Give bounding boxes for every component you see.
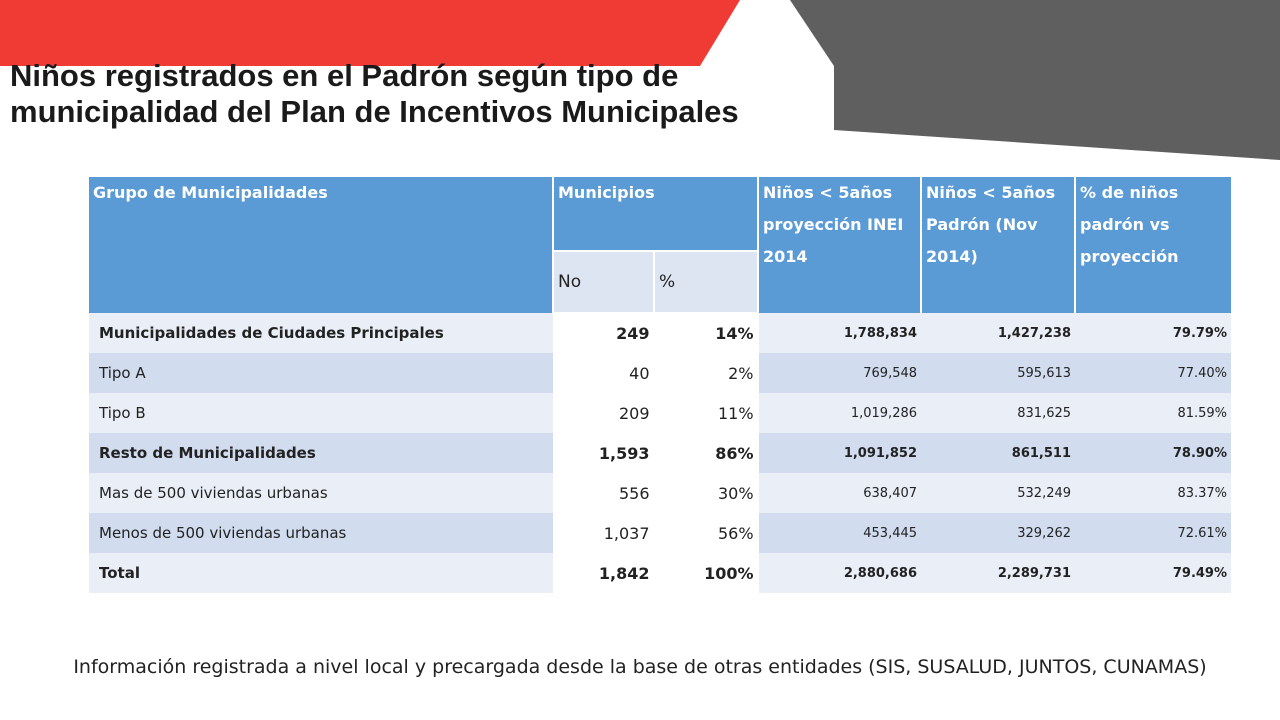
cell-inei: 2,880,686 <box>758 553 921 593</box>
header-no <box>553 251 654 313</box>
slide-title: Niños registrados en el Padrón según tipo de municipalidad del Plan de Incentivos Municipales <box>10 58 739 129</box>
row-label: Tipo B <box>89 393 553 433</box>
cell-pct: 30% <box>654 473 758 513</box>
row-label: Menos de 500 viviendas urbanas <box>89 513 553 553</box>
header-ratio: % de niños padrón vs proyección <box>1075 177 1231 313</box>
cell-inei: 1,788,834 <box>758 313 921 353</box>
cell-no: 249 <box>553 313 654 353</box>
cell-no: 556 <box>553 473 654 513</box>
cell-padron: 861,511 <box>921 433 1075 473</box>
cell-padron: 595,613 <box>921 353 1075 393</box>
cell-no: 40 <box>553 353 654 393</box>
cell-no: 209 <box>553 393 654 433</box>
row-label: Municipalidades de Ciudades Principales <box>89 313 553 353</box>
cell-inei: 769,548 <box>758 353 921 393</box>
table-row <box>89 393 1231 433</box>
cell-padron: 329,262 <box>921 513 1075 553</box>
cell-ratio: 79.49% <box>1075 553 1231 593</box>
cell-pct: 86% <box>654 433 758 473</box>
cell-padron: 831,625 <box>921 393 1075 433</box>
cell-no: 1,842 <box>553 553 654 593</box>
cell-pct: 2% <box>654 353 758 393</box>
cell-ratio: 79.79% <box>1075 313 1231 353</box>
row-label: Total <box>89 553 553 593</box>
red-banner <box>0 0 740 66</box>
cell-ratio: 77.40% <box>1075 353 1231 393</box>
municipalities-table <box>89 177 1231 593</box>
cell-inei: 453,445 <box>758 513 921 553</box>
cell-pct: 56% <box>654 513 758 553</box>
cell-inei: 638,407 <box>758 473 921 513</box>
cell-padron: 2,289,731 <box>921 553 1075 593</box>
cell-no: 1,593 <box>553 433 654 473</box>
header-municipios: Municipios <box>553 177 758 251</box>
cell-ratio: 81.59% <box>1075 393 1231 433</box>
table-row <box>89 513 1231 553</box>
cell-ratio: 78.90% <box>1075 433 1231 473</box>
cell-padron: 1,427,238 <box>921 313 1075 353</box>
header-padron: Niños < 5años Padrón (Nov 2014) <box>921 177 1075 313</box>
row-label: Tipo A <box>89 353 553 393</box>
cell-ratio: 83.37% <box>1075 473 1231 513</box>
cell-no: 1,037 <box>553 513 654 553</box>
cell-inei: 1,019,286 <box>758 393 921 433</box>
cell-ratio: 72.61% <box>1075 513 1231 553</box>
row-label: Mas de 500 viviendas urbanas <box>89 473 553 513</box>
cell-pct: 14% <box>654 313 758 353</box>
gray-banner <box>790 0 1280 160</box>
header-no-text: No <box>558 272 582 292</box>
table-row <box>89 553 1231 593</box>
table-row <box>89 433 1231 473</box>
table-row <box>89 353 1231 393</box>
header-group: Grupo de Municipalidades <box>89 177 553 313</box>
row-label: Resto de Municipalidades <box>89 433 553 473</box>
table-row <box>89 313 1231 353</box>
cell-pct: 11% <box>654 393 758 433</box>
header-inei: Niños < 5años proyección INEI 2014 <box>758 177 921 313</box>
cell-inei: 1,091,852 <box>758 433 921 473</box>
table-row <box>89 473 1231 513</box>
cell-padron: 532,249 <box>921 473 1075 513</box>
header-pct: % <box>654 251 758 313</box>
cell-pct: 100% <box>654 553 758 593</box>
footnote: Información registrada a nivel local y precargada desde la base de otras entidades (SIS, SUSALUD, JUNTOS, CUNAMAS) <box>73 656 1207 678</box>
